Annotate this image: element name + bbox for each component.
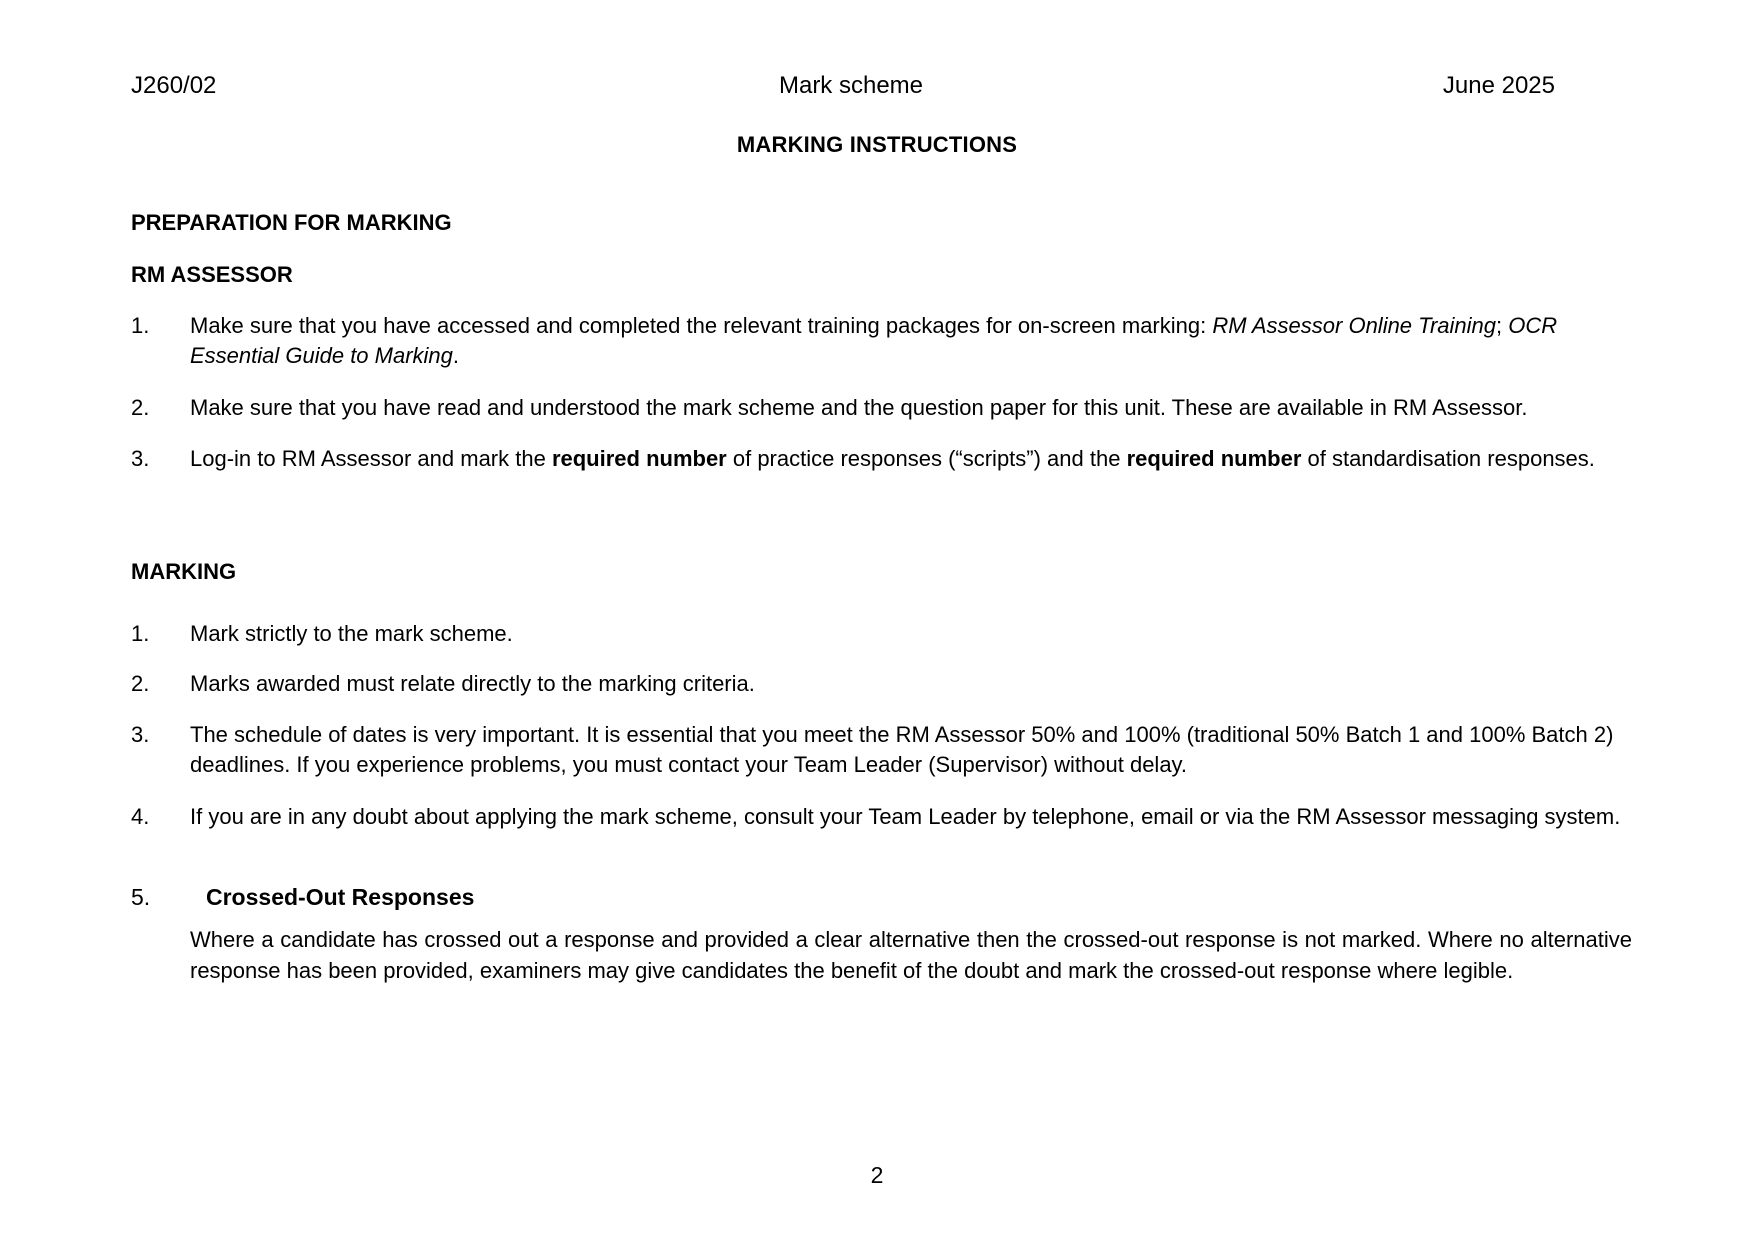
- marking-item-2: [131, 669, 1641, 699]
- item-text-part: of practice responses (“scripts”) and the: [726, 446, 1127, 471]
- item-text-part: of standardisation responses.: [1301, 446, 1595, 471]
- item-text: [190, 444, 1641, 474]
- item-number: 1.: [131, 313, 150, 338]
- item-number: 4.: [131, 804, 150, 829]
- page-number: 2: [870, 1162, 884, 1188]
- preparation-item-2: [131, 393, 1641, 423]
- preparation-heading: PREPARATION FOR MARKING: [131, 210, 452, 235]
- item-text: Marks awarded must relate directly to the marking criteria.: [190, 671, 755, 696]
- item-number: 2.: [131, 671, 150, 696]
- item-text: Make sure that you have read and understood the mark scheme and the question paper for this unit. These are available in RM Assessor.: [190, 395, 1528, 420]
- item-number: 3.: [131, 722, 150, 747]
- page-title: MARKING INSTRUCTIONS: [736, 132, 1018, 157]
- item-number: 5.: [131, 884, 151, 910]
- preparation-item-1: [131, 311, 1641, 371]
- item-text-part: ;: [1496, 313, 1509, 338]
- page-header: [131, 72, 1555, 104]
- item-number: 1.: [131, 621, 150, 646]
- crossed-out-title: Crossed-Out Responses: [206, 884, 475, 910]
- crossed-out-body: Where a candidate has crossed out a response and provided a clear alternative then the crossed-out response is not marked. Where no alternative response has been provided, examiners may give candidates the benefit of the doubt and mark the crossed-out response where legible.: [190, 927, 1632, 983]
- item-text: [190, 311, 1641, 371]
- item-text: The schedule of dates is very important. It is essential that you meet the RM Assessor 50% and 100% (traditional 50% Batch 1 and 100% Batch 2) deadlines. If you experience problems, you must contact your Team Leader (Supervisor) without delay.: [190, 722, 1614, 777]
- item-text: Mark strictly to the mark scheme.: [190, 621, 513, 646]
- item-number: 2.: [131, 395, 150, 420]
- item-text-part: Log-in to RM Assessor and mark the: [190, 446, 552, 471]
- emphasis: required number: [551, 446, 727, 471]
- document-type: Mark scheme: [778, 72, 924, 99]
- marking-item-4: [131, 802, 1641, 832]
- guide-title: OCR Essential Guide to Marking: [190, 313, 1558, 368]
- emphasis: required number: [1126, 446, 1302, 471]
- item-number: 3.: [131, 446, 150, 471]
- paper-code: J260/02: [131, 72, 217, 99]
- training-title: RM Assessor Online Training: [1212, 313, 1497, 338]
- rm-assessor-subheading: RM ASSESSOR: [131, 262, 293, 287]
- item-text-part: .: [452, 343, 460, 368]
- item-text-part: Make sure that you have accessed and completed the relevant training packages for on-screen marking:: [190, 313, 1213, 338]
- marking-heading: MARKING: [131, 559, 237, 584]
- marking-item-1: [131, 619, 1641, 649]
- preparation-item-3: [131, 444, 1641, 474]
- marking-item-3: [131, 720, 1641, 780]
- exam-date: June 2025: [1442, 72, 1555, 99]
- item-text: If you are in any doubt about applying the mark scheme, consult your Team Leader by telephone, email or via the RM Assessor messaging system.: [190, 804, 1621, 829]
